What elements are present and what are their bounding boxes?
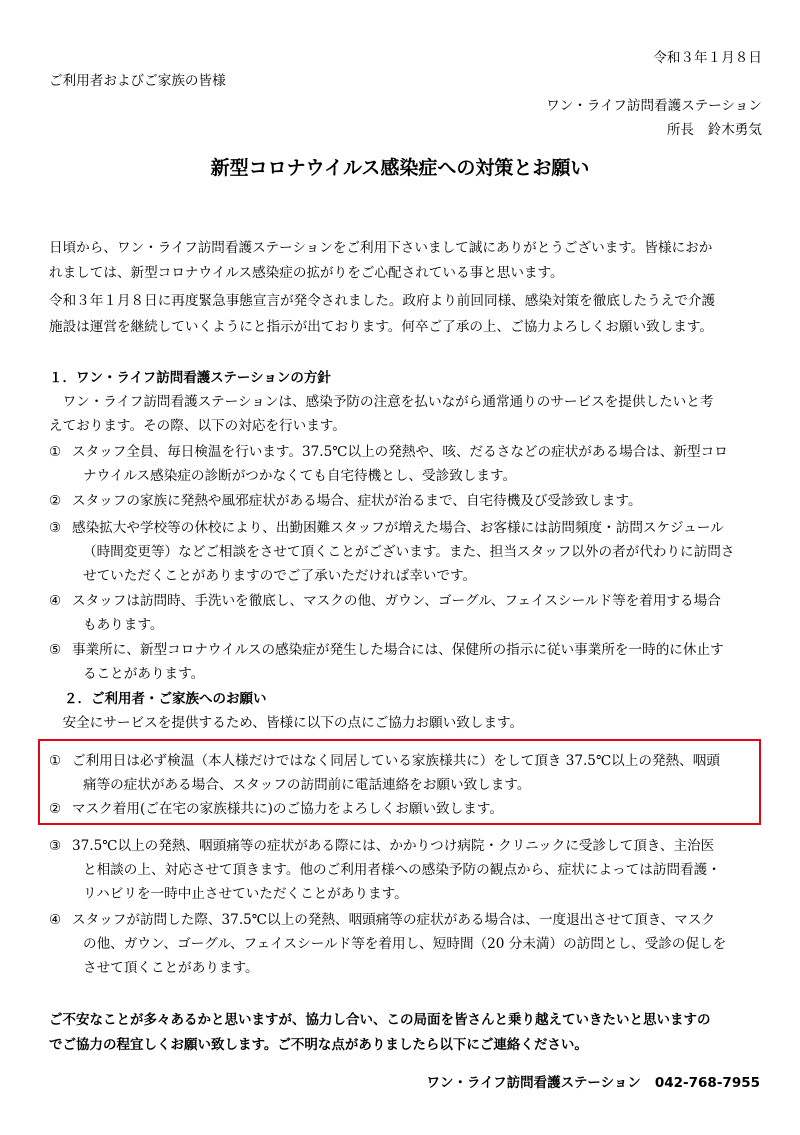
item-number: ③ [49, 520, 62, 536]
document-date: 令和３年１月８日 [653, 50, 762, 66]
recipient-line: ご利用者およびご家族の皆様 [49, 73, 226, 89]
sender-organization: ワン・ライフ訪問看護ステーション [546, 98, 762, 114]
item-text-line: ることがあります。 [83, 666, 205, 682]
item-number: ④ [49, 912, 62, 928]
item-text-line: もあります。 [83, 617, 164, 633]
item-number: ② [49, 801, 62, 817]
section1-heading: １．ワン・ライフ訪問看護ステーションの方針 [49, 370, 331, 386]
intro-line-1: 日頃から、ワン・ライフ訪問看護ステーションをご利用下さいまして誠にありがとうございます。皆様におか [49, 240, 713, 256]
footer-organization: ワン・ライフ訪問看護ステーション [426, 1075, 641, 1091]
section2-lead: 安全にサービスを提供するため、皆様に以下の点にご協力お願い致します。 [49, 715, 524, 731]
intro-line-4: 施設は運営を継続していくようにと指示が出ております。何卒ご了承の上、ご協力よろしくお願い致します。 [49, 319, 713, 335]
section1-lead-line-1: ワン・ライフ訪問看護ステーションは、感染予防の注意を払いながら通常通りのサービスを提供したいと考 [49, 394, 714, 410]
intro-line-2: れましては、新型コロナウイルス感染症の拡がりをご心配されている事と思います。 [49, 265, 564, 281]
item-text-line: 感染拡大や学校等の休校により、出勤困難スタッフが増えた場合、お客様には訪問頻度・訪問スケジュール [72, 520, 724, 536]
item-number: ④ [49, 593, 62, 609]
intro-line-3: 令和３年１月８日に再度緊急事態宣言が発令されました。政府より前回同様、感染対策を徹底したうえで介護 [49, 293, 716, 309]
item-text-line: スタッフが訪問した際、37.5℃以上の発熱、咽頭痛等の症状がある場合は、一度退出させて頂き、マスク [72, 912, 716, 928]
item-text-line: スタッフの家族に発熱や風邪症状がある場合、症状が治るまで、自宅待機及び受診致します。 [72, 493, 642, 509]
item-text-line: （時間変更等）などご相談をさせて頂くことがございます。また、担当スタッフ以外の者が代わりに訪問さ [83, 544, 735, 560]
item-text-line: 37.5℃以上の発熱、咽頭痛等の症状がある際には、かかりつけ病院・クリニックに受診して頂き、主治医 [72, 838, 715, 854]
closing-line-1: ご不安なことが多々あるかと思いますが、協力し合い、この局面を皆さんと乗り越えていきたいと思いますの [49, 1012, 711, 1028]
item-text-line: せていただくことがありますのでご了承いただければ幸いです。 [83, 568, 477, 584]
section2-heading: ２．ご利用者・ご家族へのお願い [64, 691, 267, 707]
item-text-line: ご利用日は必ず検温（本人様だけではなく同居している家族様共に）をして頂き 37.5℃以上の発熱、咽頭 [72, 753, 720, 769]
item-number: ① [49, 753, 62, 769]
document-title: 新型コロナウイルス感染症への対策とお願い [210, 157, 590, 179]
item-text-line: と相談の上、対応させて頂きます。他のご利用者様への感染予防の観点から、症状によっては訪問看護・ [83, 862, 721, 878]
item-text-line: 事業所に、新型コロナウイルスの感染症が発生した場合には、保健所の指示に従い事業所を一時的に休止す [72, 642, 724, 658]
item-text-line: マスク着用(ご在宅の家族様共に)のご協力をよろしくお願い致します。 [72, 801, 503, 817]
item-text-line: の他、ガウン、ゴーグル、フェイスシールド等を着用し、短時間（20 分未満）の訪問とし、受診の促しを [83, 936, 727, 952]
section1-lead-line-2: えております。その際、以下の対応を行います。 [49, 418, 346, 434]
closing-line-2: でご協力の程宜しくお願い致します。ご不明な点がありましたら以下にご連絡ください。 [49, 1037, 588, 1053]
sender-person: 所長 鈴木勇気 [666, 122, 762, 138]
item-number: ⑤ [49, 642, 62, 658]
item-text-line: ナウイルス感染症の診断がつかなくても自宅待機とし、受診致します。 [83, 468, 517, 484]
item-text-line: させて頂くことがあります。 [83, 960, 259, 976]
item-number: ② [49, 493, 62, 509]
item-number: ③ [49, 838, 62, 854]
footer-phone: 042-768-7955 [654, 1075, 760, 1091]
item-text-line: リハビリを一時中止させていただくことがあります。 [83, 886, 408, 902]
footer-contact [426, 1071, 760, 1095]
item-text-line: スタッフ全員、毎日検温を行います。37.5℃以上の発熱や、咳、だるさなどの症状がある場合は、新型コロ [72, 444, 728, 460]
item-text-line: スタッフは訪問時、手洗いを徹底し、マスクの他、ガウン、ゴーグル、フェイスシールド等を着用する場合 [72, 593, 721, 609]
item-number: ① [49, 444, 62, 460]
item-text-line: 痛等の症状がある場合、スタッフの訪問前に電話連絡をお願い致します。 [83, 777, 531, 793]
